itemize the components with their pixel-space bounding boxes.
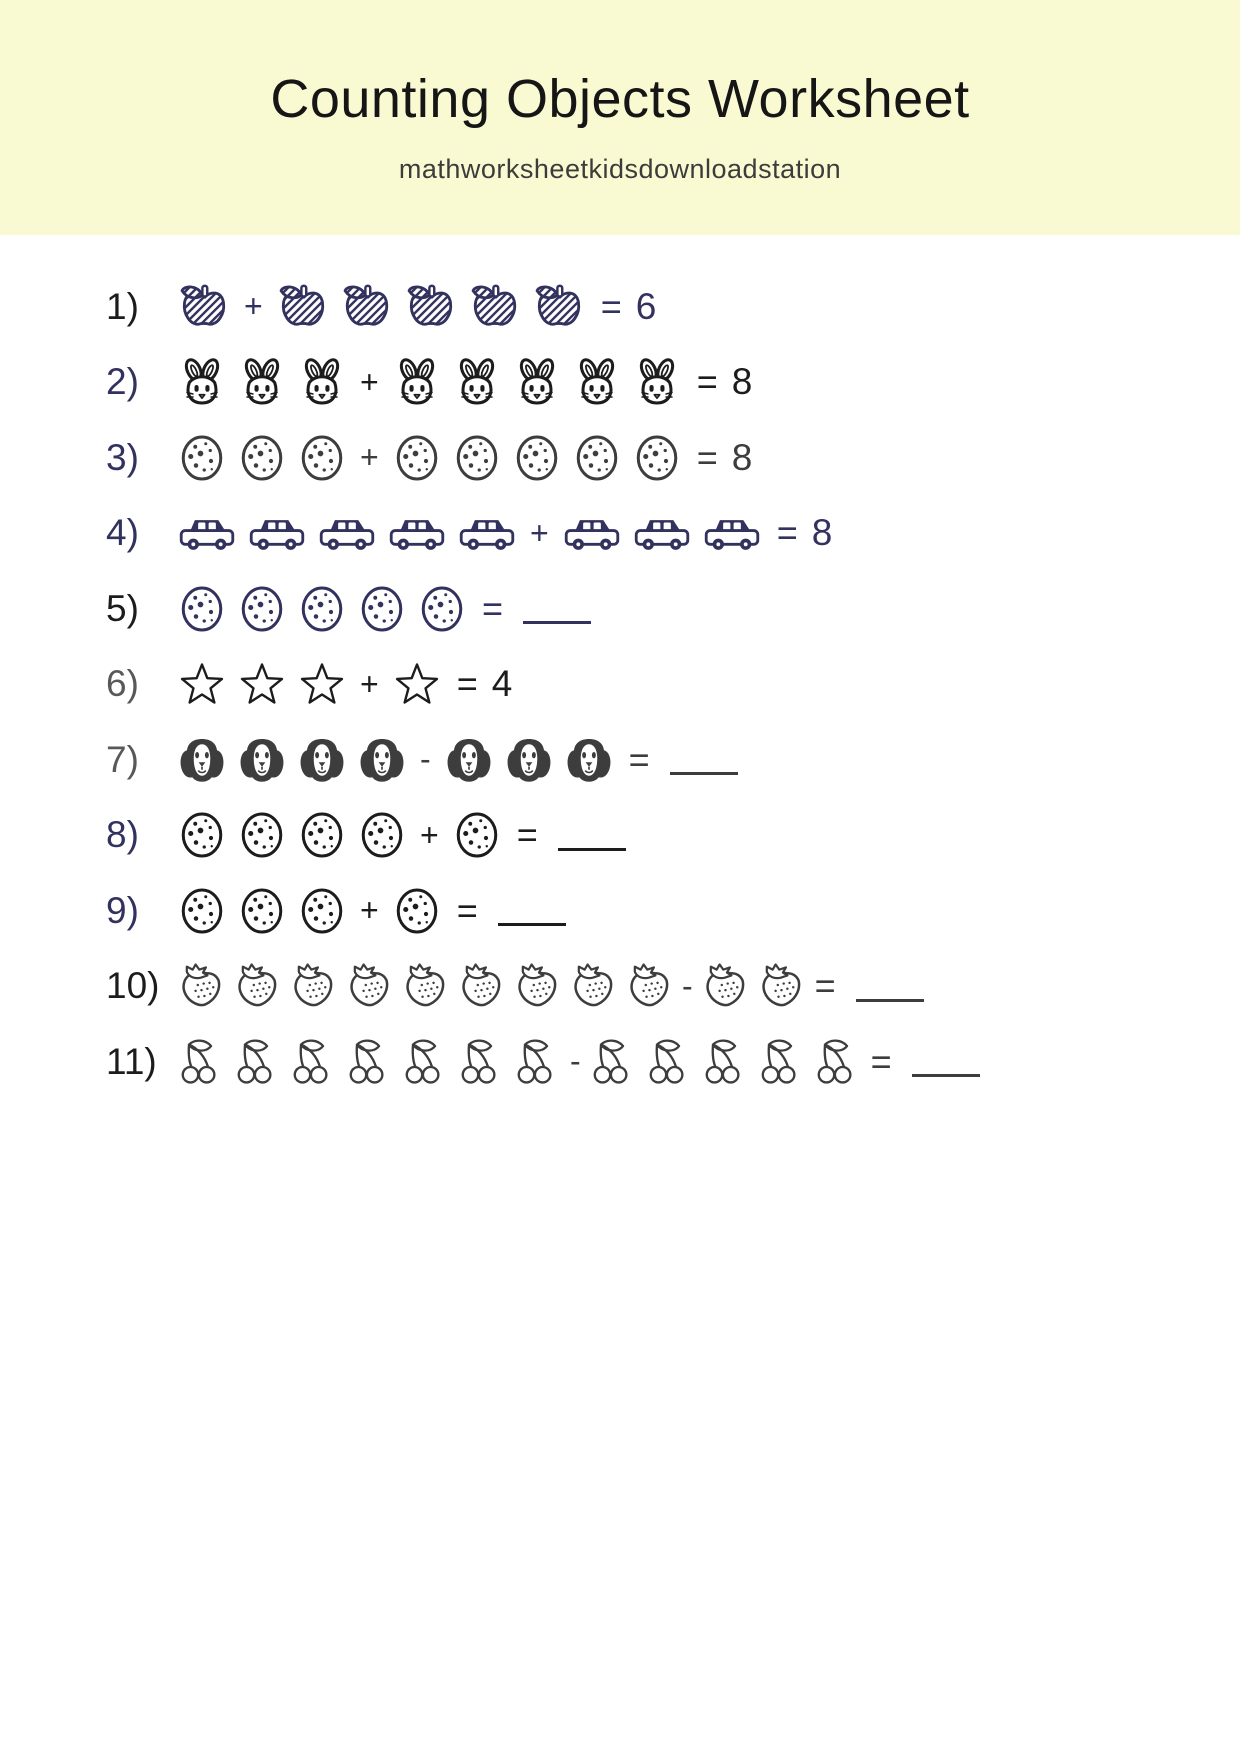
strawberry-icon: [178, 963, 225, 1010]
problem-list: [0, 235, 1240, 1100]
strawberry-icon: [758, 963, 805, 1010]
problem-row: [106, 798, 1220, 874]
plus-operator: +: [360, 363, 379, 400]
cookie-icon: [238, 811, 286, 859]
cookie-icon: [513, 434, 561, 482]
cherry-icon: [346, 1038, 393, 1085]
cherry-icon: [514, 1038, 561, 1085]
car-icon: [178, 511, 236, 555]
object-group-2: [563, 511, 761, 555]
problem-number: 1): [106, 285, 139, 327]
equals-sign: =: [600, 285, 622, 327]
cookie-icon: [298, 811, 346, 859]
problem-number: 2): [106, 361, 139, 403]
problem-row: [106, 269, 1220, 345]
cherry-icon: [590, 1038, 637, 1085]
problem-number: 11): [106, 1040, 157, 1082]
answer-value: 4: [491, 663, 513, 705]
object-group-2: [393, 434, 681, 482]
problem-number: 10): [106, 965, 160, 1007]
problem-row: [106, 873, 1220, 949]
object-group-2: [393, 887, 441, 935]
rabbit-icon: [633, 358, 681, 406]
object-group-2: [393, 358, 681, 406]
problem-number: 9): [106, 889, 139, 931]
cookie-icon: [453, 811, 501, 859]
answer-blank: [498, 923, 566, 926]
rabbit-icon: [513, 358, 561, 406]
problem-number: 7): [106, 738, 139, 780]
strawberry-icon: [346, 963, 393, 1010]
problem-number: 6): [106, 663, 139, 705]
apple-icon: [178, 281, 230, 333]
plus-operator: +: [420, 816, 439, 853]
cherry-icon: [814, 1038, 861, 1085]
plus-operator: +: [244, 288, 263, 325]
apple-icon: [341, 281, 393, 333]
equals-sign: =: [696, 436, 718, 478]
dog-icon: [358, 736, 406, 784]
car-icon: [318, 511, 376, 555]
cookie-icon: [453, 434, 501, 482]
equals-sign: =: [814, 965, 836, 1007]
cherry-icon: [702, 1038, 749, 1085]
minus-operator: -: [570, 1043, 581, 1080]
object-group-1: [178, 434, 346, 482]
cherry-icon: [646, 1038, 693, 1085]
plus-operator: +: [360, 439, 379, 476]
dog-icon: [445, 736, 493, 784]
object-group-1: [178, 358, 346, 406]
problem-row: [106, 571, 1220, 647]
dog-icon: [238, 736, 286, 784]
equals-sign: =: [776, 512, 798, 554]
star-icon: [178, 660, 226, 708]
plus-operator: +: [530, 514, 549, 551]
rabbit-icon: [178, 358, 226, 406]
equals-sign: =: [870, 1040, 892, 1082]
cookie-icon: [418, 585, 466, 633]
equals-sign: =: [516, 814, 538, 856]
problem-row: [106, 496, 1220, 572]
cookie-icon: [393, 434, 441, 482]
star-icon: [298, 660, 346, 708]
problem-row: [106, 722, 1220, 798]
dog-icon: [565, 736, 613, 784]
cookie-icon: [298, 434, 346, 482]
problem-row: [106, 420, 1220, 496]
cherry-icon: [234, 1038, 281, 1085]
car-icon: [563, 511, 621, 555]
dog-icon: [298, 736, 346, 784]
answer-blank: [523, 621, 591, 624]
answer-blank: [670, 772, 738, 775]
cookie-icon: [238, 585, 286, 633]
cookie-icon: [178, 887, 226, 935]
apple-icon: [405, 281, 457, 333]
cherry-icon: [290, 1038, 337, 1085]
cherry-icon: [758, 1038, 805, 1085]
object-group-2: [453, 811, 501, 859]
problem-row: [106, 647, 1220, 723]
equals-sign: =: [456, 889, 478, 931]
cherry-icon: [178, 1038, 225, 1085]
equals-sign: =: [456, 663, 478, 705]
cookie-icon: [238, 887, 286, 935]
object-group-1: [178, 887, 346, 935]
car-icon: [388, 511, 446, 555]
cookie-icon: [178, 811, 226, 859]
cookie-icon: [238, 434, 286, 482]
problem-row: [106, 1024, 1220, 1100]
equals-sign: =: [482, 587, 504, 629]
answer-blank: [912, 1074, 980, 1077]
cookie-icon: [298, 887, 346, 935]
problem-number: 3): [106, 436, 139, 478]
object-group-1: [178, 511, 516, 555]
dog-icon: [505, 736, 553, 784]
equals-sign: =: [628, 738, 650, 780]
strawberry-icon: [458, 963, 505, 1010]
cookie-icon: [298, 585, 346, 633]
star-icon: [238, 660, 286, 708]
problem-number: 4): [106, 512, 139, 554]
object-group-1: [178, 963, 673, 1010]
strawberry-icon: [626, 963, 673, 1010]
rabbit-icon: [393, 358, 441, 406]
object-group-2: [277, 281, 585, 333]
rabbit-icon: [453, 358, 501, 406]
object-group-2: [590, 1038, 861, 1085]
cherry-icon: [458, 1038, 505, 1085]
strawberry-icon: [570, 963, 617, 1010]
object-group-1: [178, 811, 406, 859]
page-subtitle: mathworksheetkidsdownloadstation: [398, 154, 842, 184]
plus-operator: +: [360, 665, 379, 702]
object-group-2: [393, 660, 441, 708]
star-icon: [393, 660, 441, 708]
cherry-icon: [402, 1038, 449, 1085]
object-group-1: [178, 1038, 561, 1085]
dog-icon: [178, 736, 226, 784]
cookie-icon: [358, 585, 406, 633]
rabbit-icon: [298, 358, 346, 406]
object-group-2: [445, 736, 613, 784]
answer-value: 6: [635, 285, 657, 327]
cookie-icon: [633, 434, 681, 482]
equals-sign: =: [696, 361, 718, 403]
car-icon: [248, 511, 306, 555]
apple-icon: [533, 281, 585, 333]
problem-number: 8): [106, 814, 139, 856]
car-icon: [458, 511, 516, 555]
minus-operator: -: [420, 741, 431, 778]
strawberry-icon: [514, 963, 561, 1010]
worksheet-header: [0, 0, 1240, 235]
cookie-icon: [573, 434, 621, 482]
strawberry-icon: [702, 963, 749, 1010]
strawberry-icon: [234, 963, 281, 1010]
answer-blank: [856, 999, 924, 1002]
minus-operator: -: [682, 967, 693, 1004]
answer-blank: [558, 848, 626, 851]
cookie-icon: [178, 434, 226, 482]
cookie-icon: [178, 585, 226, 633]
strawberry-icon: [402, 963, 449, 1010]
page-title: Counting Objects Worksheet: [270, 69, 970, 129]
car-icon: [633, 511, 691, 555]
rabbit-icon: [573, 358, 621, 406]
problem-row: [106, 949, 1220, 1025]
rabbit-icon: [238, 358, 286, 406]
car-icon: [703, 511, 761, 555]
answer-value: 8: [731, 436, 753, 478]
cookie-icon: [393, 887, 441, 935]
cookie-icon: [358, 811, 406, 859]
answer-value: 8: [811, 512, 833, 554]
object-group-1: [178, 660, 346, 708]
problem-number: 5): [106, 587, 139, 629]
object-group-1: [178, 585, 466, 633]
object-group-2: [702, 963, 805, 1010]
problem-row: [106, 345, 1220, 421]
object-group-1: [178, 281, 230, 333]
apple-icon: [469, 281, 521, 333]
object-group-1: [178, 736, 406, 784]
answer-value: 8: [731, 361, 753, 403]
plus-operator: +: [360, 892, 379, 929]
strawberry-icon: [290, 963, 337, 1010]
apple-icon: [277, 281, 329, 333]
